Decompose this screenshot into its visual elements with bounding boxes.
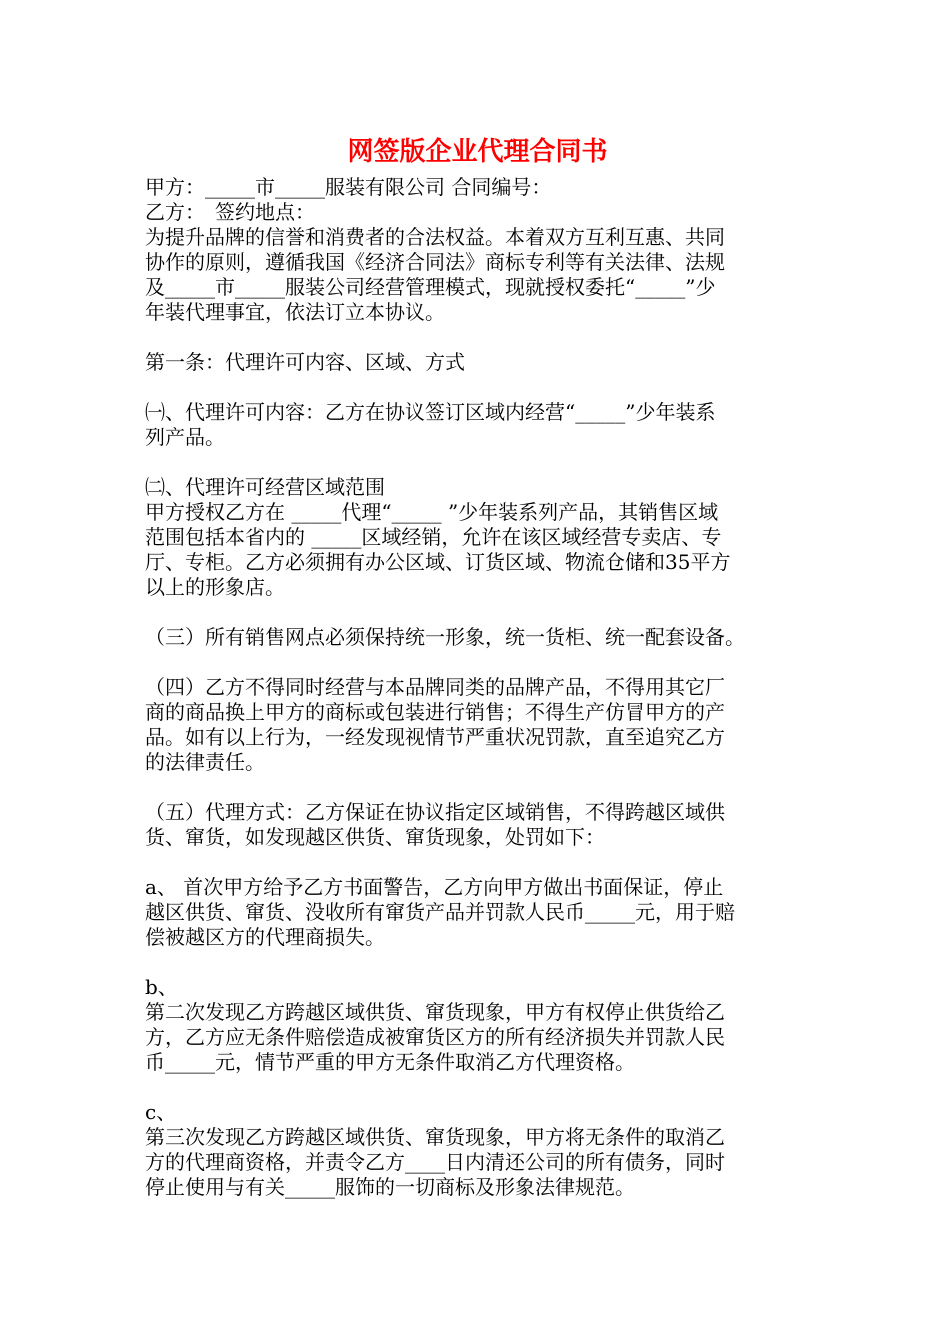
- text-line: ㈠、代理许可内容：乙方在协议签订区域内经营“_____”少年装系: [145, 400, 716, 424]
- text-line: 协作的原则，遵循我国《经济合同法》商标专利等有关法律、法规: [145, 250, 725, 274]
- paragraph-gap: [145, 450, 810, 475]
- text-line: 币_____元，情节严重的甲方无条件取消乙方代理资格。: [145, 1050, 635, 1074]
- paragraph-gap: [145, 1075, 810, 1100]
- text-line: 的法律责任。: [145, 750, 265, 774]
- document-title: 网签版企业代理合同书: [347, 137, 608, 167]
- preamble-paragraph: [145, 225, 810, 325]
- clause-4: [145, 675, 810, 775]
- paragraph-gap: [145, 375, 810, 400]
- text-line: （四）乙方不得同时经营与本品牌同类的品牌产品，不得用其它厂: [145, 675, 725, 699]
- paragraph-gap: [145, 775, 810, 800]
- penalty-a: [145, 875, 810, 950]
- paragraph-gap: [145, 600, 810, 625]
- clause-5: [145, 800, 810, 850]
- text-line: 方的代理商资格，并责令乙方____日内清还公司的所有债务，同时: [145, 1150, 725, 1174]
- text-line: （五）代理方式：乙方保证在协议指定区域销售，不得跨越区域供: [145, 800, 725, 824]
- text-line: a、 首次甲方给予乙方书面警告，乙方向甲方做出书面保证，停止: [145, 875, 724, 899]
- clause-3: [145, 625, 810, 650]
- text-line: （三）所有销售网点必须保持统一形象，统一货柜、统一配套设备。: [145, 625, 745, 649]
- penalty-c: [145, 1100, 810, 1200]
- penalty-label: b、: [145, 975, 178, 999]
- paragraph-gap: [145, 850, 810, 875]
- text-line: 商的商品换上甲方的商标或包装进行销售；不得生产仿冒甲方的产: [145, 700, 725, 724]
- paragraph-gap: [145, 950, 810, 975]
- text-line: 第三次发现乙方跨越区域供货、窜货现象，甲方将无条件的取消乙: [145, 1125, 725, 1149]
- clause-1: [145, 400, 810, 450]
- paragraph-gap: [145, 650, 810, 675]
- article-heading: 第一条：代理许可内容、区域、方式: [145, 350, 465, 374]
- text-line: 偿被越区方的代理商损失。: [145, 925, 385, 949]
- clause-heading: ㈡、代理许可经营区域范围: [145, 475, 385, 499]
- paragraph-gap: [145, 325, 810, 350]
- contract-document: [145, 132, 810, 1200]
- text-line: 为提升品牌的信誉和消费者的合法权益。本着双方互利互惠、共同: [145, 225, 725, 249]
- text-line: 年装代理事宜，依法订立本协议。: [145, 300, 445, 324]
- text-line: 方，乙方应无条件赔偿造成被窜货区方的所有经济损失并罚款人民: [145, 1025, 725, 1049]
- text-line: 越区供货、窜货、没收所有窜货产品并罚款人民币_____元，用于赔: [145, 900, 735, 924]
- penalty-label: c、: [145, 1100, 177, 1124]
- party-a-line: 甲方：_____市_____服装有限公司 合同编号：: [145, 175, 552, 199]
- text-line: 货、窜货，如发现越区供货、窜货现象，处罚如下：: [145, 825, 605, 849]
- text-line: 以上的形象店。: [145, 575, 285, 599]
- penalty-b: [145, 975, 810, 1075]
- text-line: 范围包括本省内的 _____区域经销，允许在该区域经营专卖店、专: [145, 525, 722, 549]
- text-line: 及_____市_____服装公司经营管理模式，现就授权委托“_____”少: [145, 275, 716, 299]
- text-line: 甲方授权乙方在 _____代理“_____ ”少年装系列产品，其销售区域: [145, 500, 719, 524]
- clause-2: [145, 475, 810, 600]
- text-line: 列产品。: [145, 425, 225, 449]
- text-line: 第二次发现乙方跨越区域供货、窜货现象，甲方有权停止供货给乙: [145, 1000, 725, 1024]
- text-line: 品。如有以上行为，一经发现视情节严重状况罚款，直至追究乙方: [145, 725, 725, 749]
- text-line: 停止使用与有关_____服饰的一切商标及形象法律规范。: [145, 1175, 635, 1199]
- text-line: 厅、专柜。乙方必须拥有办公区域、订货区域、物流仓储和35平方: [145, 550, 731, 574]
- party-b-line: 乙方： 签约地点：: [145, 200, 315, 224]
